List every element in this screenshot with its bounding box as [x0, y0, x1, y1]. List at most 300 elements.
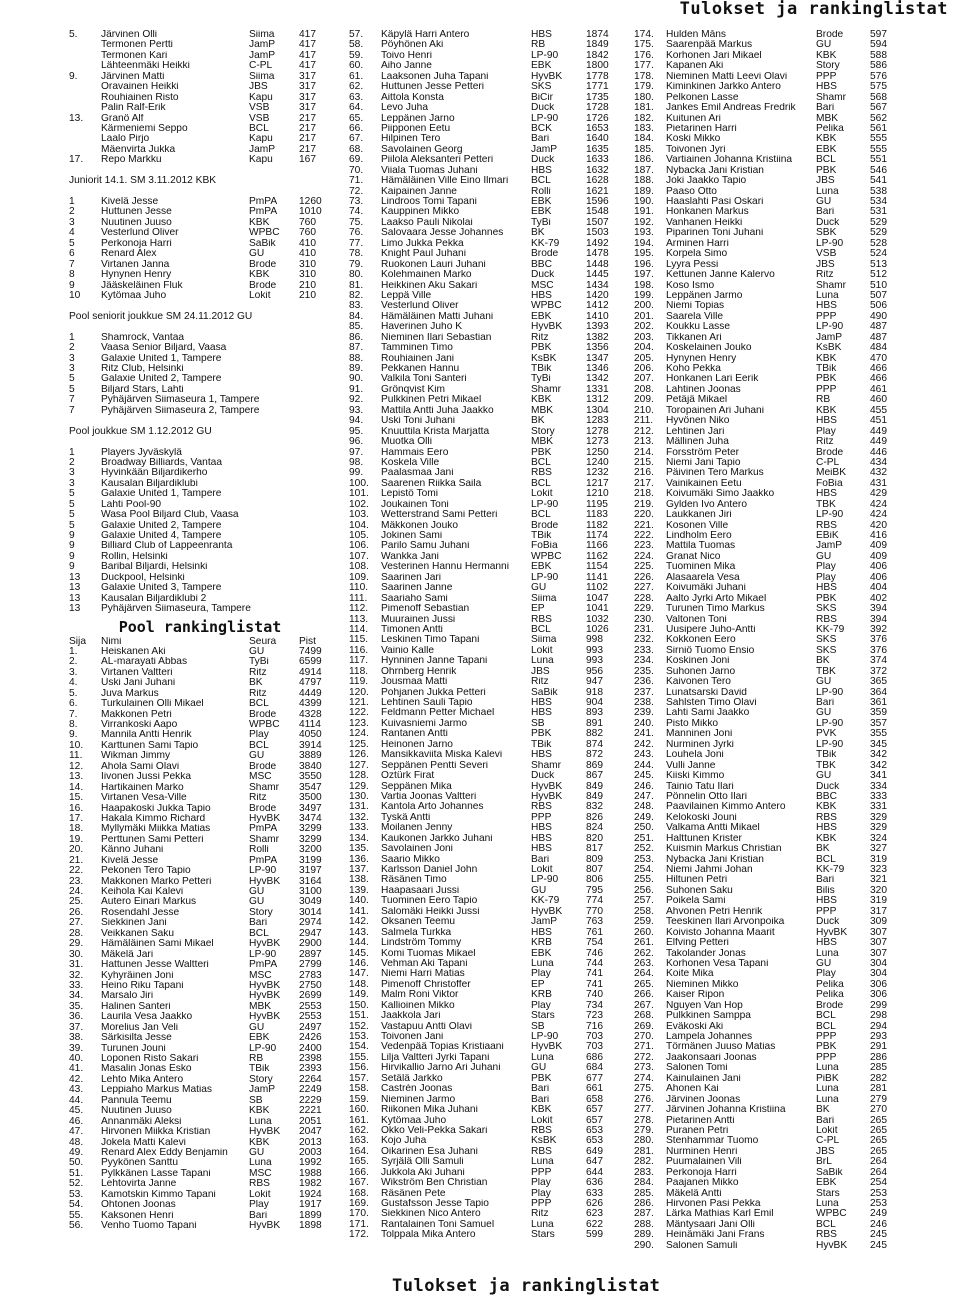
club-cell: HBS: [531, 30, 552, 40]
club-cell: TBK: [816, 666, 836, 677]
name-cell: Vartiainen Johanna Kristiina: [666, 155, 793, 166]
club-cell: LP-90: [249, 1043, 277, 1054]
club-cell: Duck: [531, 103, 555, 114]
rank-cell: 23.: [69, 875, 84, 887]
name-cell: Mäkelä Antti: [666, 1188, 722, 1199]
ranking-row: [349, 93, 611, 103]
rank-cell: [69, 93, 101, 103]
club-cell: SaBik: [816, 1167, 843, 1178]
name-cell: Puranen Petri: [666, 1125, 729, 1136]
club-cell: Kapu: [249, 92, 273, 103]
points-cell: 217: [299, 133, 316, 145]
points-cell: 1304: [586, 404, 609, 416]
seniors-row: [69, 343, 331, 353]
club-cell: Luna: [531, 656, 554, 667]
points-cell: 329: [870, 811, 887, 823]
points-cell: 506: [870, 300, 887, 312]
club-cell: HyvBK: [249, 876, 281, 887]
points-cell: 2553: [299, 1000, 322, 1012]
rank-cell: 27.: [69, 917, 84, 929]
rank-cell: 246.: [634, 780, 654, 792]
points-cell: 455: [870, 404, 887, 416]
points-cell: 310: [299, 269, 316, 281]
rank-cell: 245.: [634, 770, 654, 782]
club-cell: HBS: [816, 82, 837, 93]
name-cell: Halttunen Krister: [666, 833, 742, 844]
rank-cell: 17.: [69, 154, 84, 166]
points-cell: 1393: [586, 321, 609, 333]
ranking-row: [349, 792, 611, 802]
points-cell: 406: [870, 561, 887, 573]
club-cell: Stars: [531, 1230, 555, 1241]
club-cell: JamP: [816, 541, 843, 552]
club-cell: HyvBK: [249, 991, 281, 1002]
points-cell: 3474: [299, 812, 322, 824]
rank-cell: 179.: [634, 81, 654, 93]
rank-cell: 48.: [69, 1136, 84, 1148]
points-cell: 817: [586, 843, 603, 855]
rank-cell: 13.: [69, 771, 84, 783]
points-cell: 2974: [299, 917, 322, 929]
rank-cell: 123.: [349, 717, 369, 729]
name-cell: Aiho Janne: [381, 61, 432, 72]
rank-cell: 267.: [634, 999, 654, 1011]
rank-cell: 99.: [349, 467, 364, 479]
rank-cell: 196.: [634, 258, 654, 270]
rank-cell: 30.: [69, 948, 84, 960]
club-cell: BCL: [249, 699, 269, 710]
ranking-row: [69, 699, 331, 709]
name-cell: Nimi: [101, 636, 122, 647]
ranking-row: [349, 1116, 611, 1126]
points-cell: 293: [870, 1031, 887, 1042]
rank-cell: 33.: [69, 979, 84, 991]
club-cell: PBK: [531, 1073, 552, 1084]
rank-cell: 16.: [69, 802, 84, 814]
rank-cell: 198.: [634, 279, 654, 291]
name-cell: Hämäläinen Ville Eino Ilmari: [381, 176, 509, 187]
club-cell: LP-90: [531, 113, 559, 124]
rank-cell: 119.: [349, 676, 369, 688]
points-cell: 431: [870, 477, 887, 489]
points-cell: 4399: [299, 698, 322, 710]
ranking-row: [69, 929, 331, 939]
rank-cell: 15.: [69, 792, 84, 804]
points-cell: 306: [870, 978, 887, 990]
rank-cell: 248.: [634, 801, 654, 813]
points-cell: 1988: [299, 1167, 322, 1179]
club-cell: KBK: [531, 1105, 552, 1116]
points-cell: 528: [870, 237, 887, 249]
points-cell: 359: [870, 707, 887, 719]
club-cell: HBS: [531, 290, 552, 301]
ranking-row: [349, 40, 611, 50]
ranking-row: [69, 1138, 331, 1148]
club-cell: Play: [531, 1178, 551, 1189]
club-cell: Brode: [249, 803, 277, 814]
rank-cell: 277.: [634, 1104, 654, 1116]
name-cell: Salomäki Heikki Jussi: [381, 906, 480, 917]
name-cell: Nguyen Van Hop: [666, 1000, 743, 1011]
club-cell: Shamr: [531, 384, 562, 395]
ranking-row: [349, 928, 611, 938]
name-cell: Jukkola Aki Juhani: [381, 1167, 465, 1178]
name-cell: Rouhiainen Jani: [381, 353, 455, 364]
points-cell: 1728: [586, 102, 609, 114]
name-cell: Siekkinen Nico Antero: [381, 1209, 481, 1220]
name-cell: Wasa Pool Biljard Club, Vaasa: [101, 510, 239, 521]
rank-cell: 72.: [349, 185, 364, 197]
rank-cell: 2: [69, 206, 75, 218]
ranking-row: [69, 657, 331, 667]
name-cell: Lindström Tommy: [381, 938, 462, 949]
ranking-row: [69, 1200, 331, 1210]
name-cell: Paaso Otto: [666, 186, 717, 197]
points-cell: 4797: [299, 677, 322, 689]
rank-cell: 26.: [69, 906, 84, 918]
name-cell: Jaakkola Jari: [381, 1011, 441, 1022]
points-cell: 3914: [299, 739, 322, 751]
rank-cell: 193.: [634, 227, 654, 239]
club-cell: BBC: [816, 791, 837, 802]
points-cell: 513: [870, 258, 887, 270]
club-cell: TyBi: [249, 657, 269, 668]
points-cell: 376: [870, 634, 887, 646]
points-cell: 1899: [299, 1209, 322, 1221]
rank-cell: 156.: [349, 1062, 369, 1074]
points-cell: 1635: [586, 143, 609, 155]
points-cell: 626: [586, 1198, 603, 1209]
ranking-row: [349, 855, 611, 865]
name-cell: Makkonen Marko Petteri: [101, 876, 212, 887]
name-cell: Halinen Santeri: [101, 1001, 171, 1012]
name-cell: Lindroos Tomi Tapani: [381, 197, 477, 207]
ranking-row: [349, 458, 611, 468]
name-cell: Pimenoff Sebastian: [381, 604, 470, 615]
name-cell: Paajanen Mikko: [666, 1178, 739, 1189]
rank-cell: 47.: [69, 1126, 84, 1138]
club-cell: HyvBK: [531, 71, 563, 82]
club-cell: LP-90: [249, 949, 277, 960]
club-cell: Stars: [531, 1011, 555, 1022]
ranking-row: [69, 897, 331, 907]
club-cell: Shamr: [816, 92, 847, 103]
club-cell: RBS: [816, 1230, 837, 1241]
name-cell: Takolander Jonas: [666, 948, 746, 959]
club-cell: BK: [531, 228, 545, 239]
name-cell: Ritz Club, Helsinki: [101, 364, 184, 374]
name-cell: Perkonoja Harri: [666, 1167, 737, 1178]
name-cell: AL-marayati Abbas: [101, 657, 188, 668]
ranking-row: [349, 270, 611, 280]
club-cell: TBK: [816, 499, 836, 510]
ranking-row: [349, 813, 611, 823]
name-cell: Nybacka Jani Kristian: [666, 165, 764, 176]
club-cell: GU: [249, 897, 265, 908]
name-cell: Järvinen Olli: [101, 30, 158, 40]
club-cell: Story: [816, 61, 840, 72]
ranking-row: [69, 668, 331, 678]
rank-cell: 5: [69, 488, 75, 500]
ranking-row: [349, 416, 611, 426]
club-cell: KK-79: [816, 865, 845, 875]
points-cell: 849: [586, 790, 603, 802]
points-cell: 2947: [299, 927, 322, 939]
rank-cell: 7: [69, 394, 75, 406]
name-cell: Mäenvirta Jukka: [101, 144, 176, 155]
name-cell: Biljard Stars, Lahti: [101, 384, 184, 395]
club-cell: Kapu: [249, 134, 273, 145]
ranking-row: [349, 594, 611, 604]
name-cell: Jaakonsaari Joonas: [666, 1052, 757, 1063]
name-cell: Heinämäki Jani Frans: [666, 1230, 765, 1241]
club-cell: HBS: [531, 708, 552, 719]
rank-cell: 106.: [349, 540, 369, 552]
rank-cell: 32.: [69, 969, 84, 981]
ranking-row: [349, 322, 611, 332]
name-cell: Hakala Kimmo Richard: [101, 813, 206, 824]
points-cell: 4050: [299, 729, 322, 741]
rank-cell: 104.: [349, 519, 369, 531]
ranking-row: [69, 1190, 331, 1200]
club-cell: Lokit: [531, 1115, 553, 1126]
points-cell: 1141: [586, 571, 608, 583]
rank-cell: 39.: [69, 1042, 84, 1054]
ranking-row: [69, 762, 331, 772]
points-cell: 3889: [299, 750, 322, 762]
club-cell: MBK: [249, 1001, 272, 1012]
club-cell: RB: [816, 395, 831, 406]
club-cell: HBS: [531, 844, 552, 855]
name-cell: Vainio Kalle: [381, 645, 435, 656]
points-cell: 1162: [586, 550, 608, 562]
rank-cell: 85.: [349, 321, 364, 333]
club-cell: LP-90: [816, 739, 844, 750]
ranking-row: [349, 959, 611, 969]
points-cell: 809: [586, 853, 603, 865]
club-cell: Kapu: [249, 155, 273, 166]
ranking-row: [349, 541, 611, 551]
rank-cell: 115.: [349, 634, 369, 646]
name-cell: Kausalan Biljardiklubi 2: [101, 593, 207, 604]
points-cell: 1640: [586, 133, 609, 145]
name-cell: Korhonen Jari Mikael: [666, 50, 762, 61]
name-cell: Gylden Ivo Antero: [666, 499, 747, 510]
name-cell: Mäntysaari Jani Olli: [666, 1219, 755, 1230]
club-cell: EBK: [531, 562, 552, 573]
rank-cell: 50.: [69, 1157, 84, 1169]
name-cell: Niemi Topias: [666, 301, 725, 312]
ranking-row: [349, 1220, 611, 1230]
points-cell: 1154: [586, 561, 608, 573]
ranking-row: [349, 1178, 611, 1188]
name-cell: Koivumäki Simo Jaakko: [666, 489, 775, 500]
name-cell: Siekkinen Jani: [101, 918, 167, 929]
points-cell: 2249: [299, 1084, 322, 1096]
rank-cell: 239.: [634, 707, 654, 719]
club-cell: KRB: [531, 938, 552, 949]
name-cell: Pisto Mikko: [666, 718, 719, 729]
name-cell: Mäkkonen Jouko: [381, 520, 459, 531]
club-cell: PPP: [816, 311, 837, 322]
points-cell: 2750: [299, 979, 322, 991]
rank-cell: 64.: [349, 102, 364, 114]
points-cell: 763: [586, 916, 603, 928]
ranking-row: [69, 877, 331, 887]
name-cell: Lehto Mika Antero: [101, 1074, 184, 1085]
rank-cell: 75.: [349, 216, 364, 228]
club-cell: JBS: [816, 176, 835, 187]
points-cell: 4114: [299, 719, 321, 730]
rank-cell: 2: [69, 342, 75, 354]
name-cell: Kaukonen Jarkko Juhani: [381, 833, 493, 844]
points-cell: 741: [586, 968, 603, 980]
juniors-row: [69, 291, 331, 301]
rank-cell: 286.: [634, 1198, 654, 1209]
points-cell: 449: [870, 436, 887, 448]
points-cell: 420: [870, 519, 887, 531]
ranking-header-row: [69, 637, 331, 647]
points-cell: 686: [586, 1051, 603, 1063]
name-cell: Tolppala Mika Antero: [381, 1230, 476, 1241]
name-cell: Toivonen Jyri: [666, 144, 726, 155]
points-cell: 1503: [586, 227, 609, 239]
rank-cell: 71.: [349, 175, 364, 187]
name-cell: Nieminen Matti Leevi Olavi: [666, 71, 788, 82]
club-cell: HyvBK: [249, 980, 281, 991]
club-cell: BCL: [249, 928, 269, 939]
name-cell: Koskela Ville: [381, 457, 440, 468]
name-cell: Hulden Måns: [666, 30, 727, 40]
name-cell: Lahti Pool-90: [101, 499, 162, 510]
ranking-row: [349, 155, 611, 165]
rank-cell: 237.: [634, 686, 654, 698]
club-cell: Brode: [249, 761, 277, 772]
points-cell: 647: [586, 1156, 603, 1168]
rank-cell: 276.: [634, 1093, 654, 1105]
name-cell: Suhonen Saku: [666, 885, 733, 896]
teams-row: [69, 500, 331, 510]
name-cell: Puumalainen Vili: [666, 1157, 742, 1168]
name-cell: Toivonen Jani: [381, 1032, 444, 1042]
points-cell: 849: [586, 780, 603, 792]
seniors-heading: Pool seniorit joukkue SM 24.11.2012 GU: [69, 310, 253, 322]
name-cell: Wikström Ben Christian: [381, 1178, 488, 1189]
points-cell: 484: [870, 342, 887, 354]
points-cell: 404: [870, 582, 887, 594]
ranking-row: [69, 93, 331, 103]
rank-cell: 281.: [634, 1145, 654, 1157]
rank-cell: 215.: [634, 456, 654, 468]
points-cell: 1260: [299, 196, 322, 207]
name-cell: Pimenoff Christoffer: [381, 979, 471, 990]
rank-cell: 232.: [634, 634, 654, 646]
ranking-row: [349, 166, 611, 176]
name-cell: Tyskä Antti: [381, 812, 431, 823]
rank-cell: 96.: [349, 436, 364, 448]
name-cell: Niemi Harri Matias: [381, 969, 465, 980]
club-cell: SB: [531, 718, 545, 729]
rank-cell: 49.: [69, 1146, 84, 1158]
rank-cell: 110.: [349, 582, 369, 594]
bottom-banner: [0, 1276, 960, 1298]
name-cell: Leppiaho Markus Matias: [101, 1085, 212, 1096]
ranking-row: [634, 604, 924, 614]
name-cell: Kärmeniemi Seppo: [101, 123, 188, 134]
top-banner: [0, 0, 960, 20]
juniors-heading: Juniorit 14.1. SM 3.11.2012 KBK: [69, 175, 217, 187]
name-cell: Virtanen Janna: [101, 259, 170, 270]
ranking-row: [349, 677, 611, 687]
points-cell: 317: [299, 91, 316, 103]
ranking-row: [349, 364, 611, 374]
name-cell: Galaxie United 3, Tampere: [101, 583, 222, 594]
club-cell: Ritz: [249, 688, 267, 699]
ranking-row: [69, 1044, 331, 1054]
rank-cell: 117.: [349, 655, 369, 667]
rank-cell: 37.: [69, 1021, 84, 1033]
rank-cell: 280.: [634, 1135, 654, 1147]
club-cell: Brode: [249, 259, 277, 270]
points-cell: 622: [586, 1218, 603, 1230]
name-cell: Repo Markku: [101, 155, 162, 166]
points-cell: 357: [870, 717, 887, 729]
rank-cell: 244.: [634, 759, 654, 771]
name-cell: Valkama Antti Mikael: [666, 823, 760, 834]
name-cell: Niemi Jahmi Johan: [666, 865, 753, 875]
club-cell: Bari: [816, 698, 835, 708]
ranking-row: [349, 260, 611, 270]
rank-cell: 46.: [69, 1115, 84, 1127]
rank-cell: 266.: [634, 989, 654, 1001]
ranking-row: [349, 427, 611, 437]
ranking-row: [349, 281, 611, 291]
club-cell: HBS: [816, 896, 837, 907]
ranking-row: [69, 814, 331, 824]
ranking-row: [69, 145, 331, 155]
rank-cell: 83.: [349, 300, 364, 312]
club-cell: JBS: [816, 259, 835, 270]
name-cell: Makkonen Petri: [101, 709, 172, 720]
name-cell: Korpela Simo: [666, 249, 728, 260]
name-cell: Savolainen Joni: [381, 844, 453, 855]
ranking-row: [349, 635, 611, 645]
club-cell: LP-90: [531, 50, 559, 61]
rank-cell: 218.: [634, 488, 654, 500]
club-cell: Siima: [249, 30, 275, 40]
rank-cell: 161.: [349, 1114, 369, 1126]
club-cell: Play: [531, 1188, 551, 1199]
club-cell: Shamr: [249, 834, 280, 845]
points-cell: 741: [586, 978, 603, 990]
points-cell: 317: [870, 905, 887, 917]
points-cell: 1032: [586, 613, 609, 625]
name-cell: Turunen Jouni: [101, 1043, 166, 1054]
points-cell: 1273: [586, 436, 609, 448]
points-cell: 1232: [586, 467, 609, 479]
club-cell: RBS: [816, 614, 837, 625]
ranking-row: [349, 1105, 611, 1115]
rank-cell: 234.: [634, 655, 654, 667]
rank-cell: 236.: [634, 676, 654, 688]
points-cell: 2221: [299, 1105, 322, 1117]
club-cell: PBK: [816, 165, 837, 176]
club-cell: Luna: [531, 1219, 554, 1230]
rank-cell: 252.: [634, 843, 654, 855]
rank-cell: 28.: [69, 927, 84, 939]
ranking-row: [349, 1042, 611, 1052]
rank-cell: 251.: [634, 832, 654, 844]
